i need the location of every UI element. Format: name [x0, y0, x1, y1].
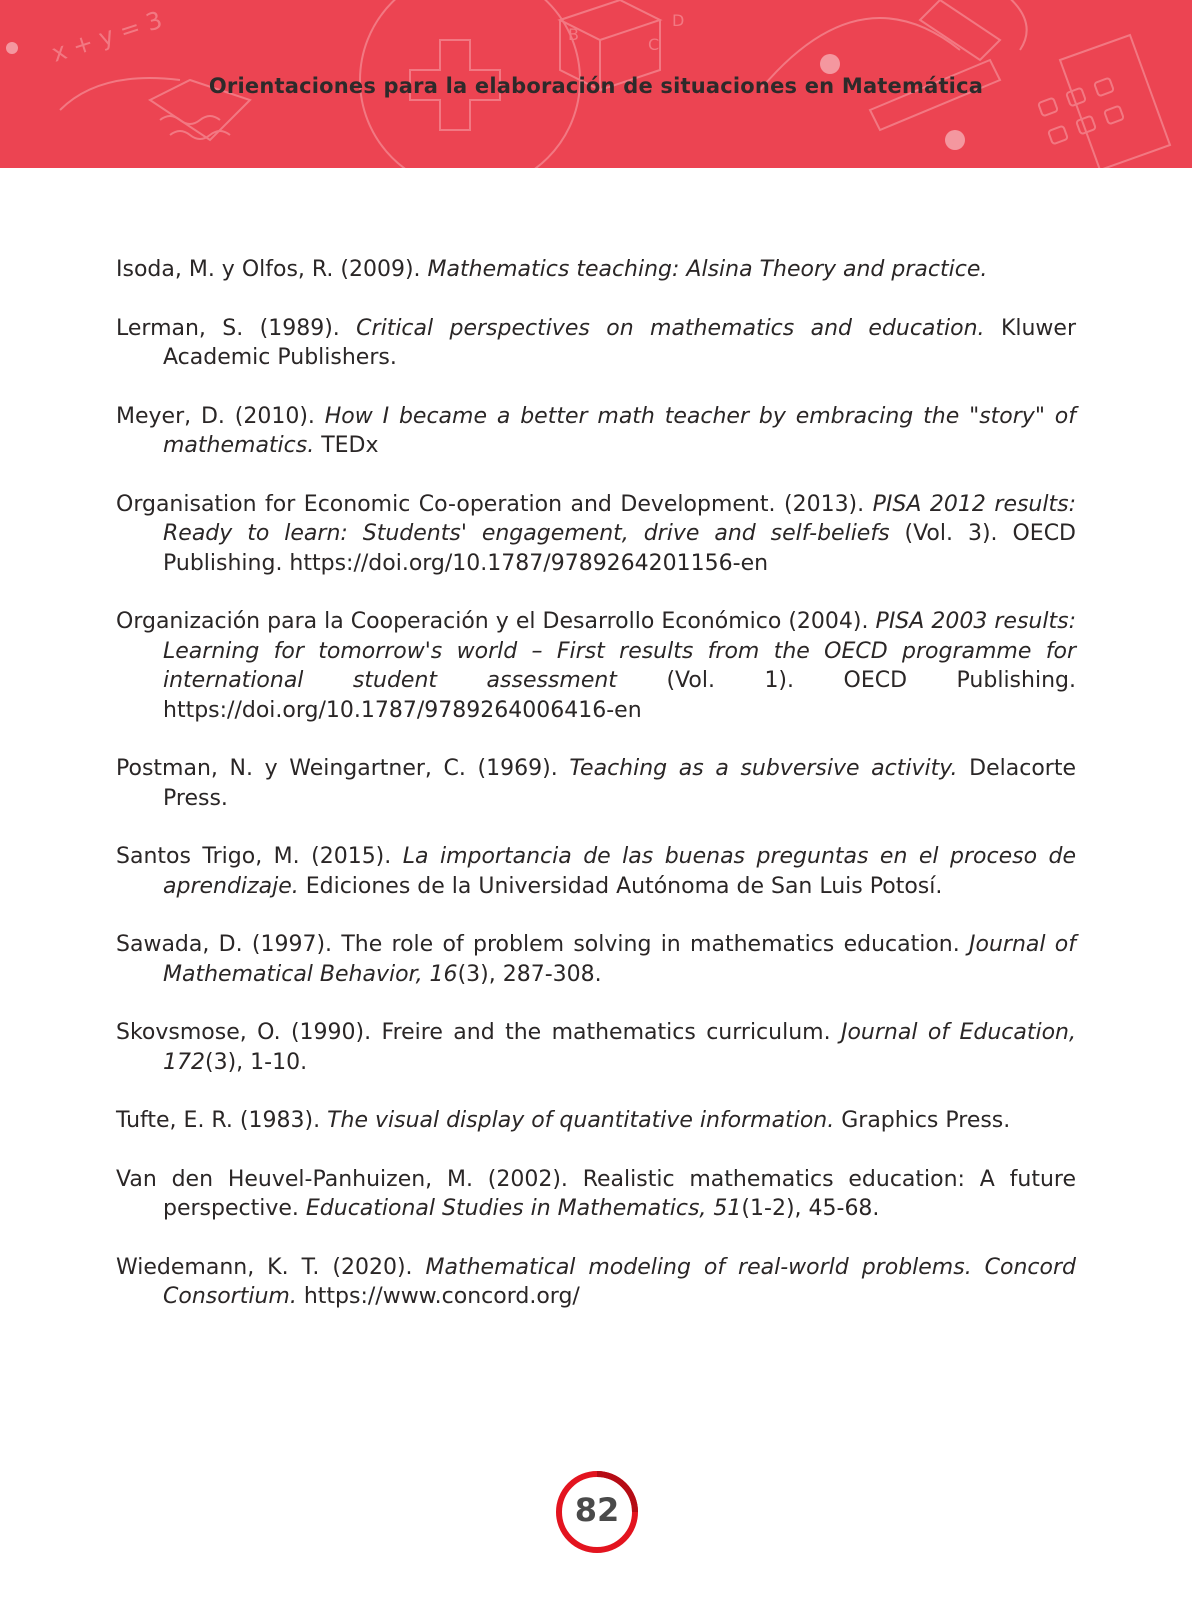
reference-item: [116, 930, 1076, 989]
reference-details: Kluwer Academic Publishers.: [163, 315, 1076, 370]
reference-details: TEDx: [314, 433, 379, 458]
reference-title: Mathematical modeling of real-world problems. Concord Consortium.: [163, 1254, 1076, 1309]
reference-author: Organisation for Economic Co-operation and Development. (2013).: [116, 491, 873, 517]
reference-author: Isoda, M. y Olfos, R. (2009).: [116, 257, 428, 282]
reference-details: Delacorte Press.: [163, 756, 1077, 811]
reference-author: Van den Heuvel-Panhuizen, M. (2002). Realistic mathematics education: A future perspective.: [116, 1166, 1076, 1221]
svg-text:C: C: [648, 35, 660, 54]
document-title: Orientaciones para la elaboración de situaciones en Matemática: [208, 74, 984, 98]
reference-author: Sawada, D. (1997). The role of problem solving in mathematics education.: [116, 932, 970, 957]
reference-details: Graphics Press.: [834, 1108, 1011, 1133]
reference-author: Santos Trigo, M. (2015).: [116, 844, 403, 869]
svg-text:B: B: [568, 25, 579, 44]
reference-title: La importancia de las buenas preguntas en el proceso de aprendizaje.: [163, 844, 1077, 899]
reference-author: Wiedemann, K. T. (2020).: [116, 1254, 426, 1280]
reference-author: Skovsmose, O. (1990). Freire and the mathematics curriculum.: [116, 1020, 841, 1045]
reference-list: [116, 255, 1076, 1341]
reference-item: [116, 314, 1076, 373]
reference-details: (3), 287-308.: [457, 961, 602, 987]
reference-title: PISA 2003 results: Learning for tomorrow's world – First results from the OECD programme for international student assessment: [163, 609, 1076, 693]
reference-title: How I became a better math teacher by embracing the "story" of mathematics.: [163, 403, 1076, 458]
reference-details: (Vol. 1). OECD Publishing. https://doi.org/10.1787/9789264006416-en: [163, 668, 1076, 723]
reference-details: https://www.concord.org/: [296, 1284, 580, 1309]
reference-item: [116, 490, 1076, 579]
reference-details: (1-2), 45-68.: [741, 1196, 880, 1221]
reference-item: [116, 402, 1076, 461]
reference-item: [116, 842, 1076, 901]
reference-item: [116, 1018, 1076, 1077]
reference-item: [116, 1253, 1076, 1312]
reference-author: Organización para la Cooperación y el Desarrollo Económico (2004).: [116, 609, 876, 634]
svg-text:D: D: [672, 11, 685, 30]
reference-item: [116, 1106, 1076, 1136]
reference-author: Postman, N. y Weingartner, C. (1969).: [116, 756, 570, 781]
reference-item: [116, 255, 1076, 285]
reference-details: (Vol. 3). OECD Publishing. https://doi.org/10.1787/9789264201156-en: [163, 521, 1076, 576]
reference-item: [116, 607, 1076, 725]
reference-title: PISA 2012 results: Ready to learn: Students' engagement, drive and self-beliefs: [163, 491, 1076, 546]
reference-title: Educational Studies in Mathematics, 51: [305, 1196, 742, 1221]
reference-title: Critical perspectives on mathematics and education.: [356, 315, 985, 341]
reference-item: [116, 754, 1076, 813]
reference-title: Journal of Mathematical Behavior, 16: [163, 932, 1077, 987]
reference-title: Journal of Education, 172: [163, 1020, 1076, 1075]
reference-author: Meyer, D. (2010).: [116, 403, 325, 429]
reference-details: Ediciones de la Universidad Autónoma de San Luis Potosí.: [298, 873, 943, 899]
reference-title: Teaching as a subversive activity.: [569, 756, 958, 781]
page-number: 82: [574, 1491, 620, 1529]
reference-item: [116, 1165, 1076, 1224]
reference-details: (3), 1-10.: [205, 1049, 308, 1075]
reference-title: Mathematics teaching: Alsina Theory and practice.: [427, 257, 988, 282]
reference-author: Tufte, E. R. (1983).: [116, 1108, 328, 1133]
svg-text:x + y = 3: x + y = 3: [48, 5, 166, 68]
reference-title: The visual display of quantitative information.: [327, 1108, 835, 1133]
reference-author: Lerman, S. (1989).: [116, 315, 357, 341]
page-header: [0, 0, 1192, 168]
